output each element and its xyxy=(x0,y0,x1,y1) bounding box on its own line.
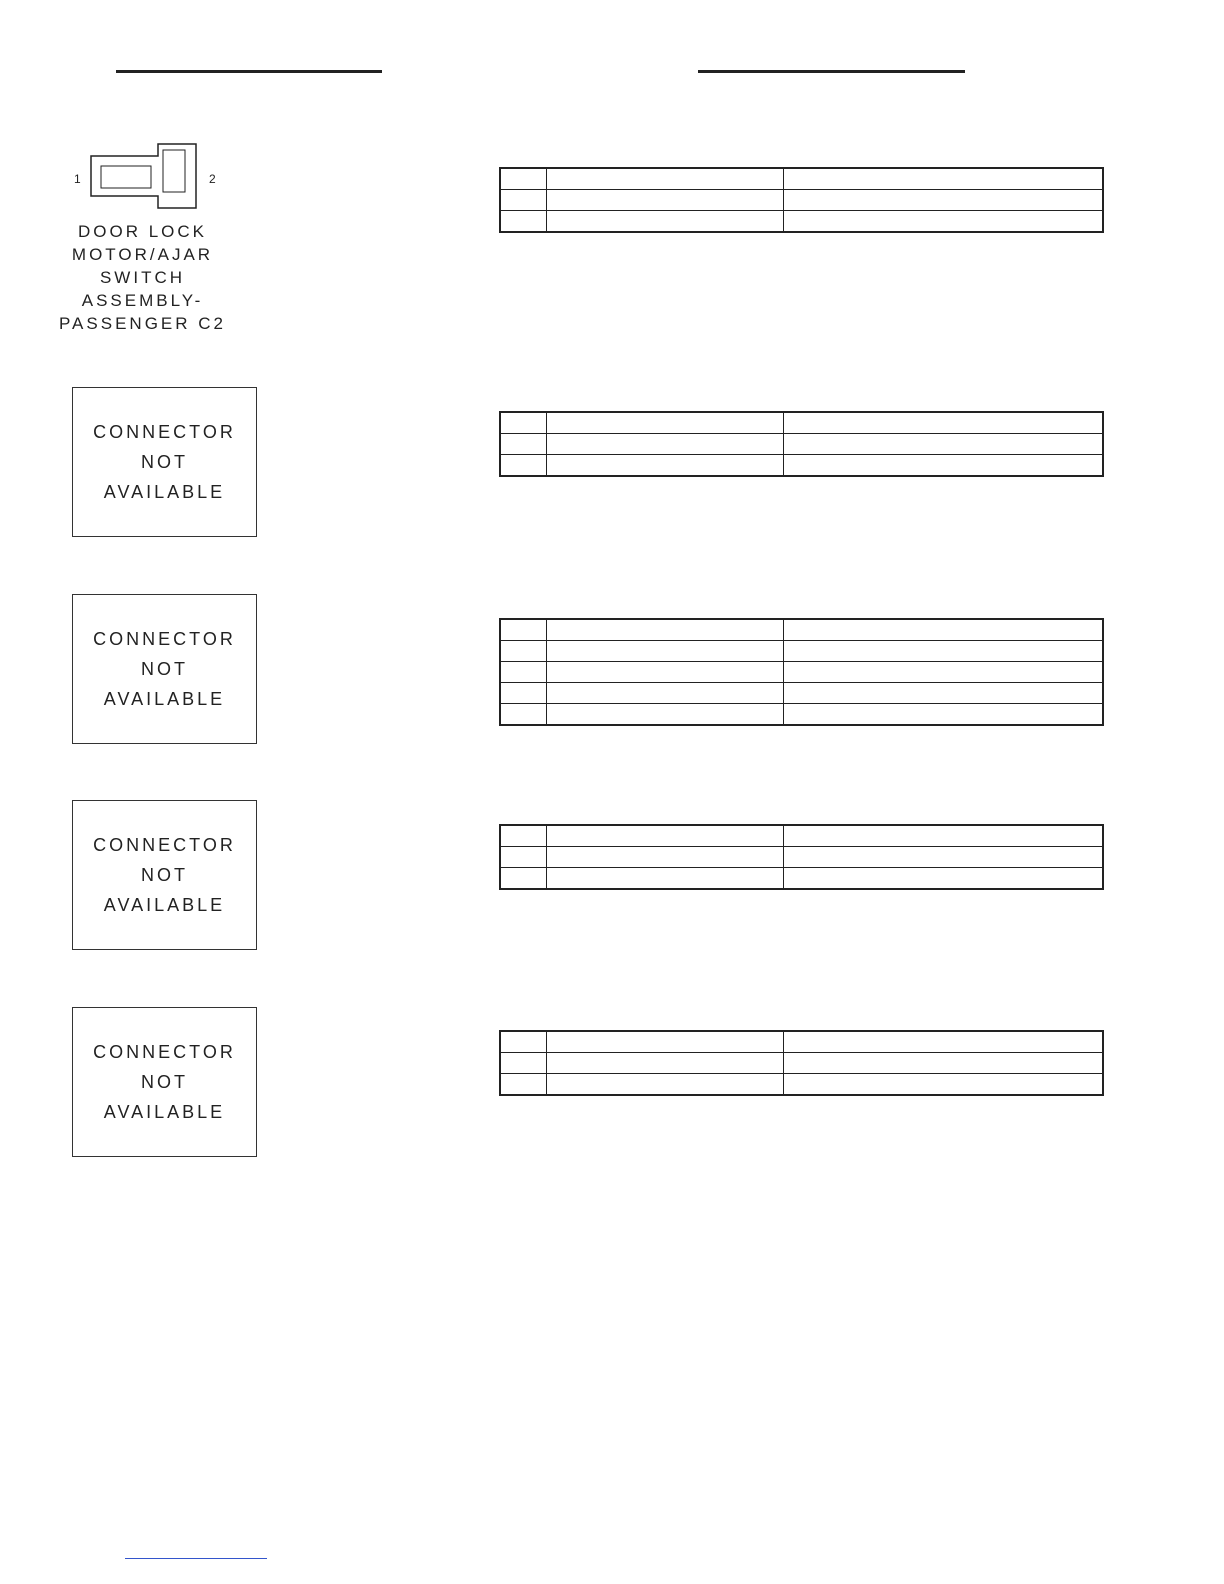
na-line-3: AVAILABLE xyxy=(103,689,226,709)
circuit-cell xyxy=(546,168,783,190)
function-cell xyxy=(783,704,1103,726)
table-row xyxy=(500,641,1103,662)
function-cell xyxy=(783,825,1103,847)
table-row xyxy=(500,412,1103,434)
circuit-cell xyxy=(546,1074,783,1096)
footer-link-underline xyxy=(125,1558,267,1559)
connector-not-available-box xyxy=(72,800,257,950)
cavity-cell xyxy=(500,847,546,868)
function-cell xyxy=(783,641,1103,662)
cavity-cell xyxy=(500,1031,546,1053)
na-line-3: AVAILABLE xyxy=(103,1102,226,1122)
table-row xyxy=(500,619,1103,641)
cavity-cell xyxy=(500,619,546,641)
header-rule-left xyxy=(116,70,382,73)
table-row xyxy=(500,168,1103,190)
cavity-cell xyxy=(500,1074,546,1096)
cavity-cell xyxy=(500,412,546,434)
na-line-1: CONNECTOR xyxy=(93,835,236,855)
function-cell xyxy=(783,847,1103,868)
cavity-cell xyxy=(500,211,546,233)
na-line-1: CONNECTOR xyxy=(93,629,236,649)
function-cell xyxy=(783,434,1103,455)
table-row xyxy=(500,1074,1103,1096)
table-row xyxy=(500,704,1103,726)
cavity-cell xyxy=(500,168,546,190)
table-row xyxy=(500,1053,1103,1074)
function-cell xyxy=(783,1031,1103,1053)
cavity-cell xyxy=(500,455,546,477)
cavity-cell xyxy=(500,434,546,455)
cavity-cell xyxy=(500,190,546,211)
pin-table xyxy=(499,1030,1104,1096)
table-row xyxy=(500,662,1103,683)
cavity-cell xyxy=(500,704,546,726)
function-cell xyxy=(783,211,1103,233)
table-row xyxy=(500,868,1103,890)
na-line-2: NOT xyxy=(141,1072,188,1092)
table-row xyxy=(500,211,1103,233)
circuit-cell xyxy=(546,847,783,868)
circuit-cell xyxy=(546,190,783,211)
circuit-cell xyxy=(546,619,783,641)
function-cell xyxy=(783,1053,1103,1074)
function-cell xyxy=(783,683,1103,704)
circuit-cell xyxy=(546,662,783,683)
function-cell xyxy=(783,1074,1103,1096)
header-rule-right xyxy=(698,70,965,73)
circuit-cell xyxy=(546,704,783,726)
connector-not-available-box xyxy=(72,594,257,744)
pin-2-label: 2 xyxy=(209,172,216,186)
connector-not-available-box xyxy=(72,1007,257,1157)
circuit-cell xyxy=(546,211,783,233)
table-row xyxy=(500,1031,1103,1053)
function-cell xyxy=(783,412,1103,434)
table-row xyxy=(500,190,1103,211)
pin-table xyxy=(499,824,1104,890)
cavity-cell xyxy=(500,641,546,662)
function-cell xyxy=(783,619,1103,641)
circuit-cell xyxy=(546,641,783,662)
function-cell xyxy=(783,190,1103,211)
function-cell xyxy=(783,662,1103,683)
function-cell xyxy=(783,168,1103,190)
circuit-cell xyxy=(546,1031,783,1053)
function-cell xyxy=(783,455,1103,477)
circuit-cell xyxy=(546,412,783,434)
pin-table xyxy=(499,411,1104,477)
pin-1-label: 1 xyxy=(74,172,81,186)
circuit-cell xyxy=(546,683,783,704)
table-row xyxy=(500,683,1103,704)
table-row xyxy=(500,434,1103,455)
cavity-cell xyxy=(500,1053,546,1074)
connector-label: DOOR LOCK MOTOR/AJAR SWITCH ASSEMBLY- PASSENGER C2 xyxy=(58,222,226,333)
na-line-1: CONNECTOR xyxy=(93,1042,236,1062)
cavity-cell xyxy=(500,868,546,890)
circuit-cell xyxy=(546,868,783,890)
table-row xyxy=(500,455,1103,477)
connector-diagram xyxy=(66,140,226,215)
na-line-2: NOT xyxy=(141,865,188,885)
cavity-cell xyxy=(500,662,546,683)
na-line-2: NOT xyxy=(141,659,188,679)
na-line-3: AVAILABLE xyxy=(103,895,226,915)
table-row xyxy=(500,825,1103,847)
na-line-3: AVAILABLE xyxy=(103,482,226,502)
circuit-cell xyxy=(546,434,783,455)
na-line-1: CONNECTOR xyxy=(93,422,236,442)
table-row xyxy=(500,847,1103,868)
circuit-cell xyxy=(546,1053,783,1074)
cavity-cell xyxy=(500,825,546,847)
cavity-cell xyxy=(500,683,546,704)
na-line-2: NOT xyxy=(141,452,188,472)
connector-not-available-box xyxy=(72,387,257,537)
function-cell xyxy=(783,868,1103,890)
pin-table xyxy=(499,618,1104,726)
circuit-cell xyxy=(546,825,783,847)
circuit-cell xyxy=(546,455,783,477)
pin-table xyxy=(499,167,1104,233)
